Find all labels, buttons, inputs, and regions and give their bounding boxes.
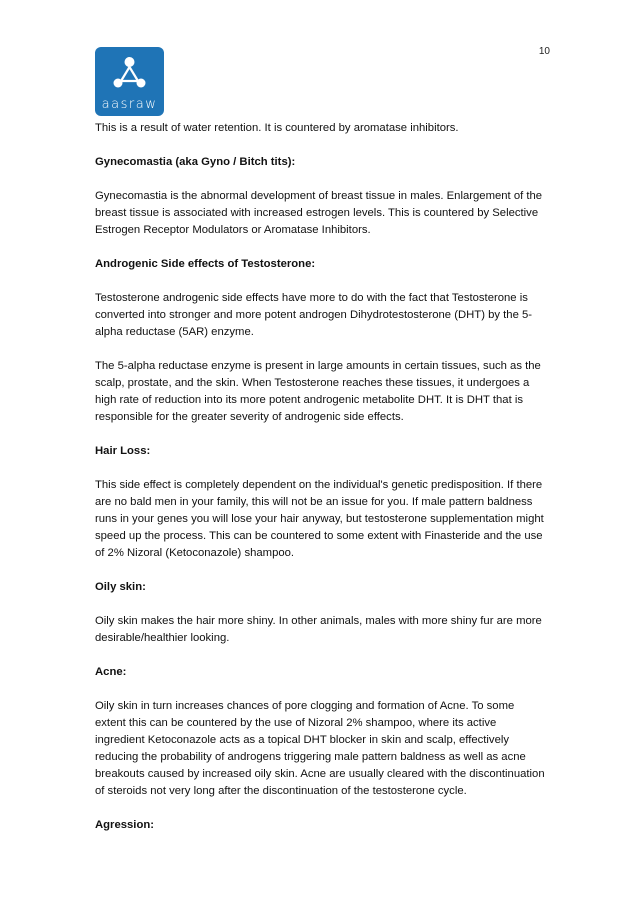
page-number: 10 [538,46,550,57]
logo-text: aasraw [101,97,158,112]
paragraph: The 5-alpha reductase enzyme is present in large amounts in certain tissues, such as the scalp, prostate, and the skin. When Testosterone reaches these tissues, it undergoes a high rate of reduction into its more potent androgenic metabolite DHT. It is DHT that is responsible for the greater severity of androgenic side effects. [95,360,541,423]
section-heading: Androgenic Side effects of Testosterone: [95,258,316,270]
section-heading: Acne: [95,666,127,678]
paragraph: Gynecomastia is the abnormal development of breast tissue in males. Enlargement of the breast tissue is associated with increased estrogen levels. This is countered by Selective Estrogen Receptor Modulators or Aromatase Inhibitors. [95,190,543,236]
document-body [95,120,547,851]
section-heading: Gynecomastia (aka Gyno / Bitch tits): [95,156,296,168]
section-heading: Hair Loss: [95,445,151,457]
paragraph: This side effect is completely dependent on the individual's genetic predisposition. If there are no bald men in your family, this will not be an issue for you. If male pattern baldness runs in your genes you will lose your hair anyway, but testosterone supplementation might speed up the process. This can be countered to some extent with Finasteride and the use of 2% Nizoral (Ketoconazole) shampoo. [95,479,544,559]
paragraph: This is a result of water retention. It is countered by aromatase inhibitors. [95,122,459,134]
aasraw-logo [95,47,164,116]
paragraph: Oily skin in turn increases chances of pore clogging and formation of Acne. To some extent this can be countered by the use of Nizoral 2% shampoo, where its active ingredient Ketoconazole acts as a topical DHT blocker in skin and scalp, effectively reducing the probability of androgens triggering male pattern baldness as well as acne breakouts caused by increased oily skin. Acne are usually cleared with the discontinuation of steroids not very long after the discontinuation of the testosterone cycle. [95,700,545,797]
section-heading: Agression: [95,819,155,831]
section-heading: Oily skin: [95,581,146,593]
paragraph: Oily skin makes the hair more shiny. In other animals, males with more shiny fur are more desirable/healthier looking. [95,615,542,644]
paragraph: Testosterone androgenic side effects have more to do with the fact that Testosterone is converted into stronger and more potent androgen Dihydrotestosterone (DHT) by the 5-alpha reductase (5AR) enzyme. [95,292,533,338]
